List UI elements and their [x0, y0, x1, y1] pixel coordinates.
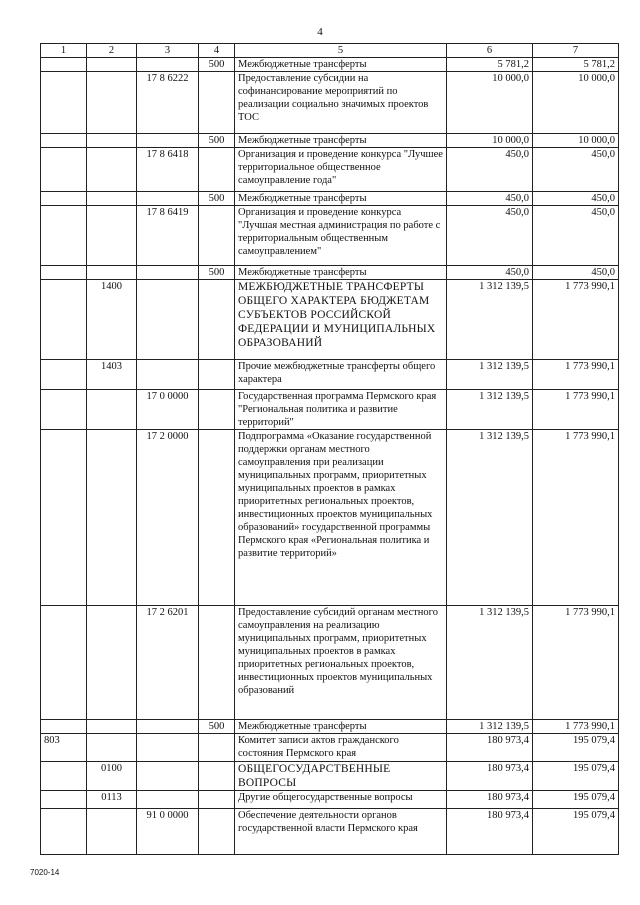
cell-amount-year-1: 450,0 [447, 206, 533, 266]
cell-amount-year-2: 1 773 990,1 [533, 280, 619, 360]
cell-amount-year-1: 180 973,4 [447, 734, 533, 762]
cell-ministry [41, 390, 87, 430]
header-col-5: 5 [235, 44, 447, 58]
cell-amount-year-2: 450,0 [533, 148, 619, 192]
header-col-2: 2 [87, 44, 137, 58]
cell-expense-type [199, 791, 235, 809]
table-row [41, 606, 619, 720]
cell-section: 0100 [87, 762, 137, 791]
cell-amount-year-2: 1 773 990,1 [533, 430, 619, 606]
header-row [41, 44, 619, 58]
document-code: 7020-14 [30, 868, 60, 877]
cell-target-article [137, 58, 199, 72]
cell-amount-year-2: 10 000,0 [533, 72, 619, 134]
cell-name: Предоставление субсидии на софинансирование мероприятий по реализации социально значимых проектов ТОС [235, 72, 447, 134]
cell-name: Межбюджетные трансферты [235, 192, 447, 206]
header-col-4: 4 [199, 44, 235, 58]
cell-section: 0113 [87, 791, 137, 809]
table-row [41, 206, 619, 266]
cell-section [87, 148, 137, 192]
cell-name: Обеспечение деятельности органов государственной власти Пермского края [235, 809, 447, 855]
cell-amount-year-1: 5 781,2 [447, 58, 533, 72]
cell-name: Межбюджетные трансферты [235, 134, 447, 148]
cell-expense-type: 500 [199, 266, 235, 280]
cell-amount-year-1: 10 000,0 [447, 72, 533, 134]
cell-amount-year-1: 1 312 139,5 [447, 390, 533, 430]
cell-name: Межбюджетные трансферты [235, 58, 447, 72]
cell-ministry [41, 58, 87, 72]
cell-amount-year-2: 5 781,2 [533, 58, 619, 72]
cell-amount-year-2: 195 079,4 [533, 791, 619, 809]
cell-name: ОБЩЕГОСУДАРСТВЕННЫЕ ВОПРОСЫ [235, 762, 447, 791]
table-row [41, 72, 619, 134]
cell-amount-year-2: 450,0 [533, 266, 619, 280]
cell-section [87, 134, 137, 148]
table-row [41, 360, 619, 390]
cell-expense-type [199, 734, 235, 762]
cell-section [87, 734, 137, 762]
cell-ministry [41, 280, 87, 360]
table-row [41, 266, 619, 280]
cell-target-article [137, 720, 199, 734]
cell-expense-type [199, 390, 235, 430]
cell-name: Межбюджетные трансферты [235, 266, 447, 280]
table-header [41, 44, 619, 58]
cell-expense-type: 500 [199, 720, 235, 734]
cell-amount-year-1: 1 312 139,5 [447, 606, 533, 720]
cell-amount-year-1: 1 312 139,5 [447, 360, 533, 390]
cell-target-article [137, 360, 199, 390]
cell-target-article [137, 192, 199, 206]
budget-table [40, 43, 619, 855]
cell-target-article: 17 2 0000 [137, 430, 199, 606]
cell-section: 1403 [87, 360, 137, 390]
cell-target-article [137, 266, 199, 280]
cell-target-article: 17 8 6419 [137, 206, 199, 266]
cell-ministry [41, 606, 87, 720]
cell-amount-year-1: 1 312 139,5 [447, 720, 533, 734]
cell-amount-year-2: 1 773 990,1 [533, 360, 619, 390]
table-row [41, 390, 619, 430]
cell-section [87, 809, 137, 855]
cell-expense-type: 500 [199, 192, 235, 206]
cell-target-article [137, 280, 199, 360]
cell-ministry [41, 430, 87, 606]
cell-section [87, 430, 137, 606]
cell-ministry [41, 148, 87, 192]
table-row [41, 148, 619, 192]
cell-target-article [137, 134, 199, 148]
table-row [41, 791, 619, 809]
cell-name: Предоставление субсидий органам местного самоуправления на реализацию муниципальных программ, приоритетных муниципальных проектов в рамках приоритетных региональных проектов, инвестиционных проектов муниципальных образований [235, 606, 447, 720]
cell-expense-type [199, 280, 235, 360]
cell-amount-year-1: 180 973,4 [447, 809, 533, 855]
cell-ministry [41, 192, 87, 206]
cell-target-article [137, 791, 199, 809]
cell-name: Прочие межбюджетные трансферты общего характера [235, 360, 447, 390]
cell-section [87, 58, 137, 72]
header-col-1: 1 [41, 44, 87, 58]
cell-expense-type [199, 360, 235, 390]
cell-expense-type [199, 206, 235, 266]
cell-section [87, 72, 137, 134]
cell-ministry [41, 134, 87, 148]
cell-amount-year-1: 180 973,4 [447, 762, 533, 791]
cell-section [87, 606, 137, 720]
cell-ministry [41, 360, 87, 390]
cell-amount-year-2: 10 000,0 [533, 134, 619, 148]
cell-ministry [41, 762, 87, 791]
table-row [41, 809, 619, 855]
cell-name: Государственная программа Пермского края "Региональная политика и развитие территорий" [235, 390, 447, 430]
cell-name: Межбюджетные трансферты [235, 720, 447, 734]
cell-section [87, 192, 137, 206]
cell-amount-year-1: 450,0 [447, 192, 533, 206]
cell-ministry [41, 791, 87, 809]
cell-section [87, 266, 137, 280]
cell-name: Комитет записи актов гражданского состояния Пермского края [235, 734, 447, 762]
table-row [41, 280, 619, 360]
cell-amount-year-2: 450,0 [533, 206, 619, 266]
cell-section: 1400 [87, 280, 137, 360]
cell-name: Подпрограмма «Оказание государственной поддержки органам местного самоуправления при реализации муниципальных программ, приоритетных муниципальных проектов в рамках приоритетных региональных проектов, инвестиционных проектов муниципальных образований» государственной программы Пермского края «Региональная политика и развитие территорий» [235, 430, 447, 606]
cell-expense-type: 500 [199, 58, 235, 72]
cell-target-article: 17 8 6418 [137, 148, 199, 192]
cell-amount-year-1: 450,0 [447, 148, 533, 192]
cell-target-article: 91 0 0000 [137, 809, 199, 855]
header-col-7: 7 [533, 44, 619, 58]
cell-name: Организация и проведение конкурса "Лучшее территориальное общественное самоуправление года" [235, 148, 447, 192]
cell-target-article: 17 8 6222 [137, 72, 199, 134]
cell-amount-year-1: 1 312 139,5 [447, 430, 533, 606]
page-number: 4 [317, 26, 323, 38]
cell-ministry [41, 266, 87, 280]
cell-expense-type [199, 72, 235, 134]
header-col-6: 6 [447, 44, 533, 58]
cell-expense-type [199, 809, 235, 855]
header-col-3: 3 [137, 44, 199, 58]
cell-target-article [137, 762, 199, 791]
cell-target-article [137, 734, 199, 762]
cell-amount-year-1: 1 312 139,5 [447, 280, 533, 360]
cell-target-article: 17 0 0000 [137, 390, 199, 430]
cell-amount-year-2: 195 079,4 [533, 762, 619, 791]
cell-amount-year-2: 1 773 990,1 [533, 720, 619, 734]
cell-expense-type [199, 762, 235, 791]
cell-ministry [41, 72, 87, 134]
table-row [41, 762, 619, 791]
cell-section [87, 390, 137, 430]
cell-amount-year-1: 10 000,0 [447, 134, 533, 148]
cell-expense-type [199, 606, 235, 720]
cell-ministry [41, 809, 87, 855]
cell-ministry [41, 720, 87, 734]
cell-amount-year-1: 450,0 [447, 266, 533, 280]
cell-amount-year-2: 1 773 990,1 [533, 606, 619, 720]
cell-expense-type [199, 148, 235, 192]
cell-target-article: 17 2 6201 [137, 606, 199, 720]
table-row [41, 734, 619, 762]
cell-name: МЕЖБЮДЖЕТНЫЕ ТРАНСФЕРТЫ ОБЩЕГО ХАРАКТЕРА БЮДЖЕТАМ СУБЪЕКТОВ РОССИЙСКОЙ ФЕДЕРАЦИИ И МУНИЦИПАЛЬНЫХ ОБРАЗОВАНИЙ [235, 280, 447, 360]
cell-amount-year-2: 1 773 990,1 [533, 390, 619, 430]
cell-name: Другие общегосударственные вопросы [235, 791, 447, 809]
table-body [41, 58, 619, 855]
table-row [41, 134, 619, 148]
cell-amount-year-2: 195 079,4 [533, 734, 619, 762]
cell-expense-type: 500 [199, 134, 235, 148]
cell-amount-year-1: 180 973,4 [447, 791, 533, 809]
cell-section [87, 206, 137, 266]
table-row [41, 720, 619, 734]
cell-expense-type [199, 430, 235, 606]
table-row [41, 192, 619, 206]
cell-ministry [41, 206, 87, 266]
cell-ministry: 803 [41, 734, 87, 762]
cell-name: Организация и проведение конкурса "Лучшая местная администрация по работе с территориальным общественным самоуправлением" [235, 206, 447, 266]
cell-section [87, 720, 137, 734]
table-row [41, 58, 619, 72]
table-row [41, 430, 619, 606]
cell-amount-year-2: 450,0 [533, 192, 619, 206]
cell-amount-year-2: 195 079,4 [533, 809, 619, 855]
